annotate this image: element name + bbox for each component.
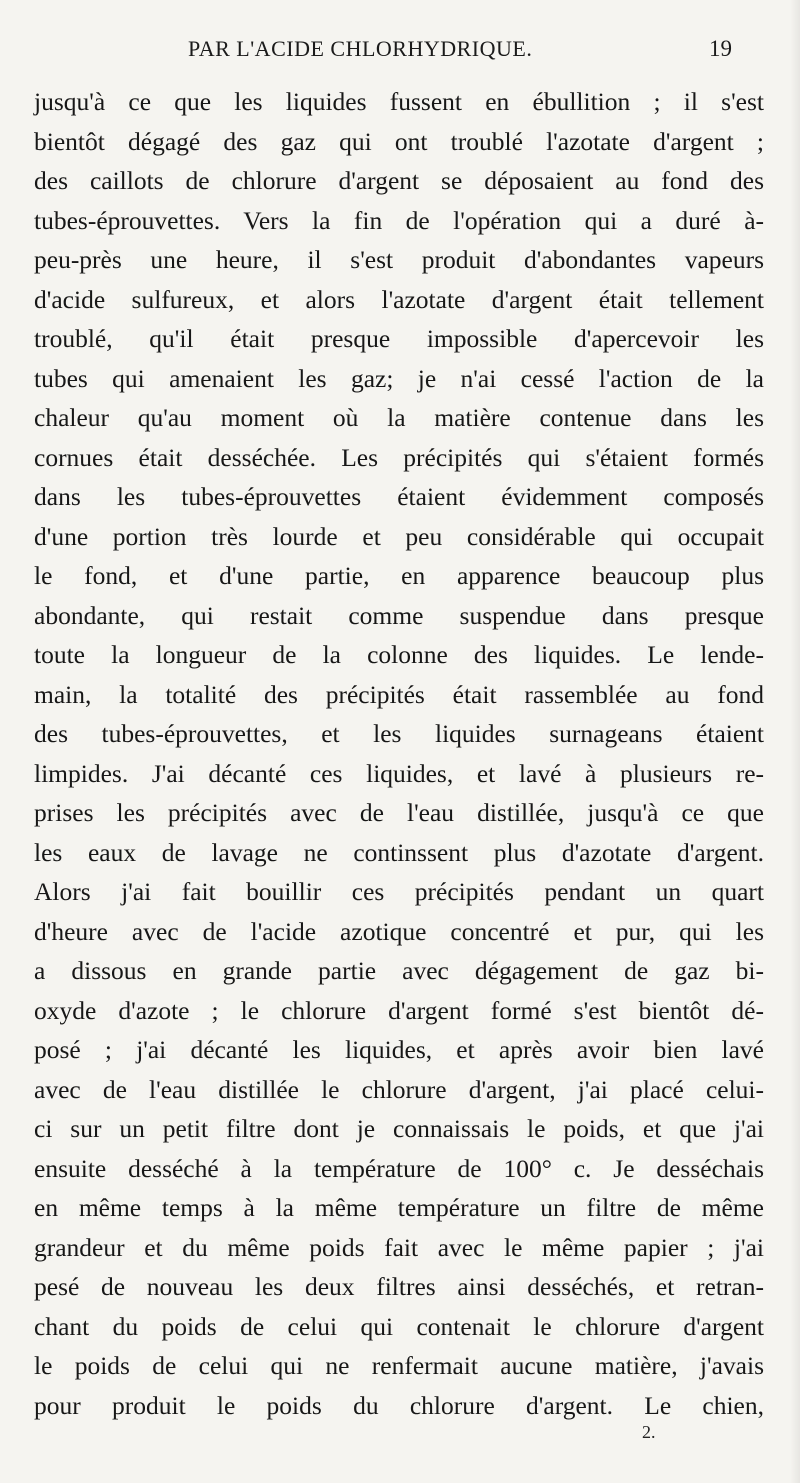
text-line: jusqu'à ce que les liquides fussent en ébullition ; il s'est bbox=[34, 87, 764, 116]
text-line: prises les précipités avec de l'eau distillée, jusqu'à ce que bbox=[34, 798, 764, 827]
text-line: toute la longueur de la colonne des liquides. Le lende- bbox=[34, 640, 764, 669]
text-line: tubes-éprouvettes. Vers la fin de l'opération qui a duré à- bbox=[34, 205, 764, 235]
text-line: a dissous en grande partie avec dégagement de gaz bi- bbox=[34, 956, 764, 985]
text-line: bientôt dégagé des gaz qui ont troublé l'azotate d'argent ; bbox=[34, 126, 764, 156]
text-line: limpides. J'ai décanté ces liquides, et lavé à plusieurs re- bbox=[34, 758, 764, 788]
text-line: des tubes-éprouvettes, et les liquides surnageans étaient bbox=[34, 719, 764, 748]
text-line: chaleur qu'au moment où la matière contenue dans les bbox=[34, 403, 764, 432]
page-number: 19 bbox=[709, 36, 732, 61]
text-line: ci sur un petit filtre dont je connaissais le poids, et que j'ai bbox=[34, 1114, 764, 1143]
text-line: pour produit le poids du chlorure d'argent. Le chien, bbox=[34, 1390, 764, 1420]
signature-mark: 2. bbox=[642, 1422, 656, 1442]
text-line: grandeur et du même poids fait avec le même papier ; j'ai bbox=[34, 1232, 764, 1262]
text-line: les eaux de lavage ne continssent plus d'azotate d'argent. bbox=[34, 837, 764, 867]
text-line: avec de l'eau distillée le chlorure d'argent, j'ai placé celui- bbox=[34, 1074, 764, 1104]
text-line: ensuite desséché à la température de 100° c. Je desséchais bbox=[34, 1153, 764, 1183]
text-line: le fond, et d'une partie, en apparence beaucoup plus bbox=[34, 561, 764, 590]
text-line: des caillots de chlorure d'argent se déposaient au fond des bbox=[34, 166, 764, 195]
text-line: chant du poids de celui qui contenait le chlorure d'argent bbox=[34, 1311, 764, 1341]
text-line: Alors j'ai fait bouillir ces précipités pendant un quart bbox=[34, 877, 764, 906]
text-line: main, la totalité des précipités était rassemblée au fond bbox=[34, 679, 764, 709]
text-line: d'acide sulfureux, et alors l'azotate d'argent était tellement bbox=[34, 284, 764, 314]
text-line: d'une portion très lourde et peu considérable qui occupait bbox=[34, 521, 764, 551]
running-head bbox=[0, 36, 800, 72]
text-line: le poids de celui qui ne renfermait aucune matière, j'avais bbox=[34, 1351, 764, 1380]
text-line: cornues était desséchée. Les précipités qui s'étaient formés bbox=[34, 442, 764, 472]
text-line: oxyde d'azote ; le chlorure d'argent formé s'est bientôt dé- bbox=[34, 995, 764, 1025]
running-title: PAR L'ACIDE CHLORHYDRIQUE. bbox=[188, 36, 533, 61]
text-line: tubes qui amenaient les gaz; je n'ai cessé l'action de la bbox=[34, 363, 764, 393]
text-line: d'heure avec de l'acide azotique concentré et pur, qui les bbox=[34, 916, 764, 946]
body-text bbox=[34, 82, 764, 1425]
text-line: troublé, qu'il était presque impossible d'apercevoir les bbox=[34, 324, 764, 353]
page-edge-shadow bbox=[790, 0, 800, 1483]
text-line: pesé de nouveau les deux filtres ainsi desséchés, et retran- bbox=[34, 1272, 764, 1301]
text-line: dans les tubes-éprouvettes étaient évidemment composés bbox=[34, 482, 764, 511]
text-line: peu-près une heure, il s'est produit d'abondantes vapeurs bbox=[34, 245, 764, 274]
text-line: abondante, qui restait comme suspendue dans presque bbox=[34, 600, 764, 630]
text-line: en même temps à la même température un filtre de même bbox=[34, 1193, 764, 1222]
text-line: posé ; j'ai décanté les liquides, et après avoir bien lavé bbox=[34, 1035, 764, 1064]
